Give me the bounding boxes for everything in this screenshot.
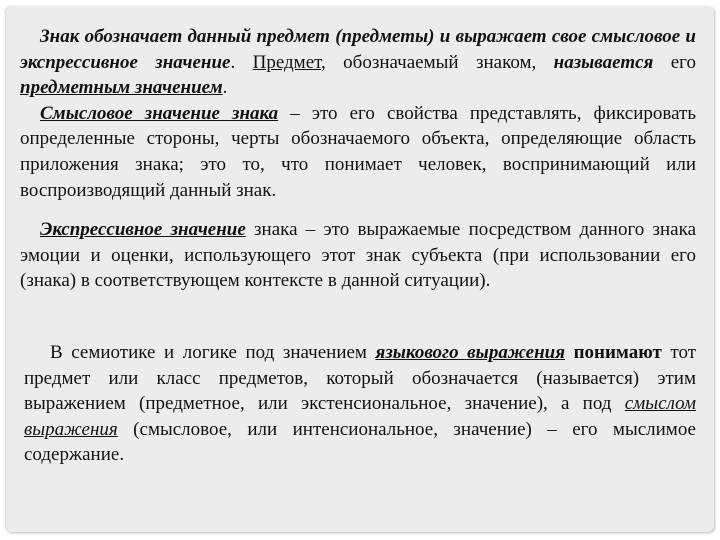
term-understand: понимают (573, 342, 662, 363)
text-fragment: . (230, 51, 253, 73)
term-sense-of-expression: смыслом выражения (24, 393, 696, 440)
text-fragment: В семиотике и логике под значением (50, 342, 376, 363)
term-semantic-meaning: Смысловое значение знака (40, 102, 279, 124)
definition-expressive-meaning: знака – это выражаемые посредством данного знака эмоции и оценки, использующего этот знак субъекта (при использовании его (знака) в соответствующем контексте в данной ситуации). (20, 219, 696, 292)
term-linguistic-expression: языкового выражения (375, 342, 565, 363)
term-subject-meaning: предметным значением (20, 77, 223, 99)
paragraph-sign-meaning (20, 24, 696, 203)
term-called: называется (553, 51, 654, 73)
text-fragment: . (222, 77, 228, 99)
paragraph-expressive-meaning (20, 217, 696, 294)
text-fragment: (смысловое, или интенсиональное, значение) – его мыслимое содержание. (24, 418, 696, 466)
text-fragment: его (653, 51, 696, 73)
intro-sentence: Знак обозначает данный предмет (предметы) и выражает свое смысловое и экспрессивное значение (20, 26, 696, 73)
definition-semantic-meaning: – это его свойства представлять, фиксировать определенные стороны, черты обозначаемого объекта, определяющие область приложения знака; это то, что понимает человек, воспринимающий или воспроизводящий данный знак. (20, 102, 696, 201)
term-expressive-meaning: Экспрессивное значение (40, 219, 246, 240)
text-fragment: тот предмет или класс предметов, который обозначается (называется) этим выражением (предметное, или экстенсиональное, значение), а под (24, 342, 697, 415)
term-subject: Предмет (252, 51, 322, 73)
text-fragment: , обозначаемый знаком, (321, 51, 554, 73)
slide (6, 6, 714, 532)
paragraph-semiotics (24, 340, 696, 468)
